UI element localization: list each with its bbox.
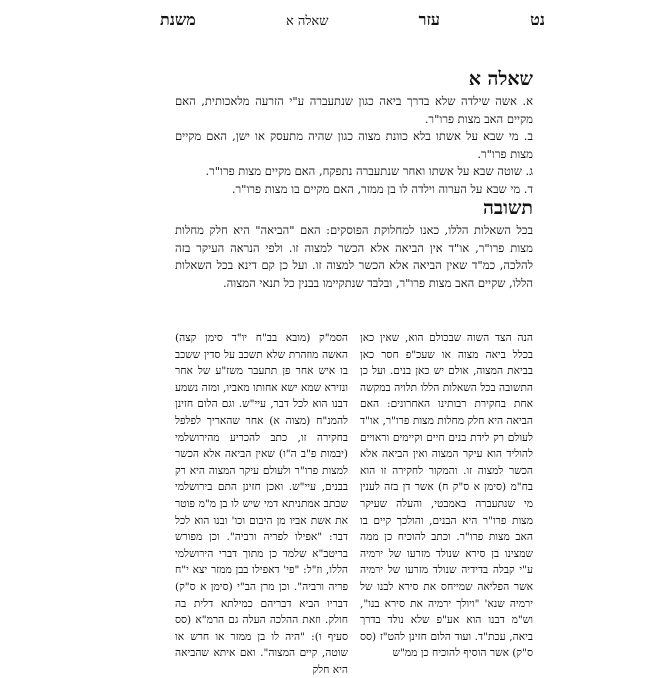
header-title-left: משנת bbox=[160, 10, 196, 29]
page-number: נט bbox=[530, 10, 545, 29]
question-item-a: א. אשה שילדה שלא בדרך ביאה כגון שנתעברה ע"י הזרעה מלאכותית, האם מקיים האב מצות פרו"ר. bbox=[175, 94, 533, 126]
question-section bbox=[175, 68, 533, 198]
header-title-right: עזר bbox=[418, 10, 440, 29]
body-columns bbox=[175, 330, 533, 676]
question-heading: שאלה א bbox=[468, 68, 533, 90]
question-item-c: ג. שוטה שבא על אשתו ואחר שנתעברה נתפקח, האם מקיים מצות פרו"ר. bbox=[205, 164, 533, 178]
running-header bbox=[160, 10, 545, 32]
right-column-text: הנה הצד השוה שבכולם הוא, שאין כאן בכלל ביאה מצוה או שעכ"פ חסר כאן בביאת המצוה, אולם יש כאן בנים. ועל כן התשובה בכל השאלות הללו תלויה במקשה אחת בחקירת רבותינו האחרונים: האם הביאה היא חלק מחלות מצות פרו"ר, או"ד לעולם רק לידת בנים חיים וקיימים וראויים להוליד הוא עיקר המצוה ואין הביאה אלא הכשר למצוה זו. והמקור לחקירה זו הוא בח"מ (סימן א ס"ק ח) אשר דן בזה לענין מי שנתעברה באמבטי, והעלה שעיקר מצות פרו"ר היא הבנים, והולכך קיים בו האב מצות פרו"ר. וכתב להוכיח כן ממה שמצינו בן סירא שנולד מזרעו של ירמיה ע"י קבלה בדידיה שנולד מזרעו של ירמיה אשר הפליאה שמייחס את סירא לבנו של ירמיה שנא' "ויולך ירמיה את סירא בנו", וש"מ דבנו הוא אע"פ שלא נולד בדרך ביאה, עכת"ד. ועוד הלום חזינן להט"ז (סס ס"ק) אשר הוסיף להוכיח כן ממ"ש bbox=[360, 332, 533, 660]
left-column-text: הסמ"ק (מובא בב"ח יו"ד סימן קצה) האשה מוזהרת שלא תשכב על סדין ששכב בו איש אחר פן תתעבר משז"ע של אחר ונזירא שמא ישא אחותו מאביו, ומזה נשמע דבנו הוא לכל דבר, עיי"ש. וגם הלום חזינן להמנ"ח (מצוה א) אחר שהאריך לפלפל בחקירה זו, כתב להכריע מהירושלמי (יבמות פ"ב ה"ו) שאין הביאה אלא הכשר למצות פרו"ר ולעולם עיקר המצוה היא רק בבנים, עיי"ש. ואכן חזינן התם בירושלמי שכתב אמתניתא דמי שיש לו בן מ"מ פוטר את אשת אביו מן היבום וכו' ובנו הוא לכל דבר: "אפילו לפריה ורביה". וכן מפורש בריטב"א שלמד כן מתוך דברי הירושלמי הללו, וז"ל: "פי' דאפילו בבן ממזר יצא י"ח פריה ורביה". וכן מרן הב"י (סימן א ס"ק) דבריו הביא דבריהם כמילתא דלית בה חולק. וזאת ההלכה העלה גם הרמ"א (סס סעיף ו): "היה לו בן ממזר או חרש או שוטה, קיים המצוה". ואם איתא שהביאה היא חלק bbox=[175, 332, 348, 676]
left-column bbox=[175, 330, 348, 676]
answer-section bbox=[175, 197, 533, 292]
answer-text: בכל השאלות הללו, כאנו למחלוקת הפוסקים: האם "הביאה" היא חלק מחלות מצות פרו"ר, או"ד אין הביאה אלא הכשר למצוה זו. ולפי הנראה העיקר בזה להלכה, כמ"ד שאין הביאה אלא הכשר למצוה זו. ועל כן קם דינא בכל השאלות הללו, שקיים האב מצות פרו"ר, ובלבד שנתקיימו בבנין כל תנאי המצוה. bbox=[175, 223, 533, 290]
header-section: שאלה א bbox=[285, 14, 329, 29]
question-item-b: ב. מי שבא על אשתו בלא כוונת מצוה כגון שהיה מתעסק או ישן, האם מקיים מצות פרו"ר. bbox=[175, 129, 533, 161]
question-item-d: ד. מי שבא על הערוה וילדה לו בן ממזר, האם מקיים בו מצות פרו"ר. bbox=[231, 181, 533, 196]
right-column bbox=[360, 330, 533, 660]
answer-heading: תשובה bbox=[483, 197, 533, 219]
